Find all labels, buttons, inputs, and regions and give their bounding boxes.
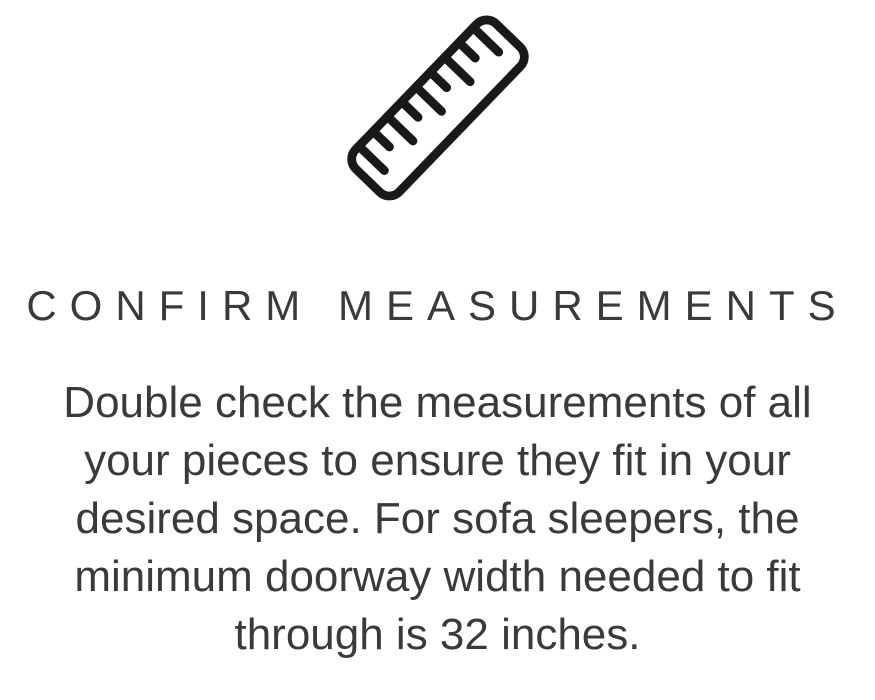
body-line: desired space. For sofa sleepers, the: [75, 494, 800, 543]
page-title: CONFIRM MEASUREMENTS: [26, 282, 849, 329]
body-line: your pieces to ensure they fit in your: [84, 436, 791, 485]
body-line: minimum doorway width needed to fit: [74, 552, 801, 601]
body-paragraph: [63, 374, 811, 664]
body-line: through is 32 inches.: [234, 610, 641, 659]
body-line: Double check the measurements of all: [63, 378, 812, 427]
ruler-icon: [340, 8, 536, 204]
